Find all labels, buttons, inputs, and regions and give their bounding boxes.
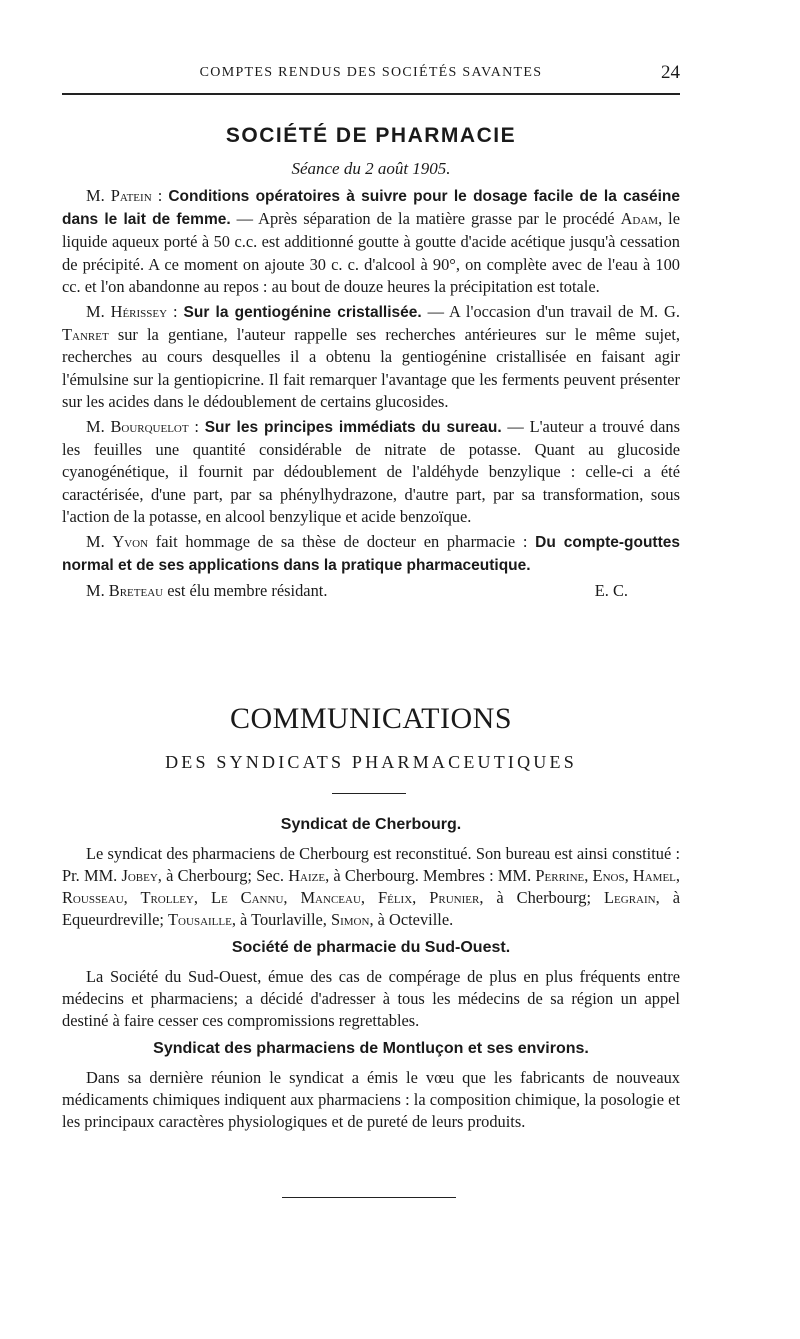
author-name: Patein [110, 186, 152, 205]
running-head-title: COMPTES RENDUS DES SOCIÉTÉS SAVANTES [199, 65, 543, 80]
section-rule [332, 793, 406, 794]
entry-separator: : [167, 302, 184, 322]
syndicate-paragraph [62, 1067, 680, 1133]
running-head [62, 62, 680, 86]
entry-yvon [62, 531, 680, 577]
entry-herissey [62, 301, 680, 413]
syndicate-paragraph [62, 966, 680, 1032]
communication-title: Sur les principes immédiats du sureau. [204, 419, 502, 437]
member-name: Legrain [604, 888, 656, 907]
society-title: SOCIÉTÉ DE PHARMACIE [225, 124, 517, 147]
entry-prefix: M. [86, 302, 111, 322]
paragraph-text: , à Cherbourg; Sec. [157, 866, 289, 885]
cited-name: Adam [620, 209, 659, 229]
syndicate-heading: Société de pharmacie du Sud-Ouest. [231, 939, 511, 956]
author-name: Hérissey [110, 302, 168, 322]
syndicate-paragraph [62, 843, 680, 931]
paragraph-text: La Société du Sud-Ouest, émue des cas de compérage de plus en plus fréquents entre médecins et pharmaciens; a décidé d'adresser à tous les médecins de sa région un appel destiné à faire cesser ces compromissions regrettables. [62, 967, 680, 1030]
entry-prefix: M. [86, 581, 109, 601]
entry-text: fait hommage de sa thèse de docteur en pharmacie : [148, 532, 536, 552]
entry-text: est élu membre résidant. [163, 581, 328, 601]
member-name: Tousaille [168, 910, 232, 929]
entry-text: — Après séparation de la matière grasse par le procédé [230, 209, 621, 229]
author-name: Bourquelot [110, 417, 189, 437]
paragraph-text: , à Tourlaville, [231, 910, 331, 929]
entry-separator: : [188, 417, 205, 437]
author-name: Breteau [108, 581, 164, 601]
cited-name: Tanret [62, 325, 109, 345]
entry-prefix: M. [86, 532, 113, 552]
header-rule [62, 93, 680, 95]
thesis-title: Du compte-gouttes normal et de ses applications dans la pratique pharmaceutique. [62, 534, 680, 575]
entry-breteau [62, 580, 680, 602]
page-number: 24 [661, 62, 680, 83]
communications-title: COMMUNICATIONS [229, 702, 513, 735]
entry-patein [62, 185, 680, 298]
syndicate-notices [62, 814, 680, 1139]
syndicate-heading: Syndicat de Cherbourg. [280, 816, 462, 833]
author-name: Yvon [112, 532, 149, 552]
paragraph-text: , à Cherbourg. Membres : MM. [325, 866, 536, 885]
session-date: Séance du 2 août 1905. [291, 159, 451, 178]
paragraph-text: , à Cherbourg; [479, 888, 605, 907]
paragraph-text: , à Octeville. [369, 910, 454, 929]
communication-title: Sur la gentiogénine cristallisée. [183, 304, 422, 322]
paragraph-text: , à Equeurdreville; [62, 888, 680, 929]
syndicate-heading: Syndicat des pharmaciens de Montluçon et ses environs. [153, 1040, 589, 1057]
paragraph-text: Dans sa dernière réunion le syndicat a émis le vœu que les fabricants de nouveaux médicaments chimiques indiquent aux pharmaciens : la composition chimique, la posologie et les principaux caractères physiologiques et de pureté de leurs produits. [62, 1068, 680, 1131]
signature: E. C. [594, 581, 628, 601]
entry-text: , le liquide aqueux porté à 50 c.c. est additionné goutte à goutte d'acide acétique jusqu'à cessation de précipité. A ce moment on ajoute 30 c. c. d'alcool à 90°, on complète avec de l'eau à 100 cc. et l'on abandonne au repos : au bout de douze heures la précipitation est totale. [62, 209, 680, 296]
communication-title: Conditions opératoires à suivre pour le dosage facile de la caséine dans le lait de femme. [62, 188, 680, 229]
member-name: Simon [331, 910, 370, 929]
entry-separator: : [151, 186, 169, 205]
end-rule [282, 1197, 456, 1198]
entry-prefix: M. [86, 417, 111, 437]
entry-prefix: M. [86, 186, 111, 205]
entry-text: — A l'occasion d'un travail de M. G. [421, 302, 680, 322]
member-name: Jobey [121, 866, 158, 885]
entry-text: sur la gentiane, l'auteur rappelle ses recherches antérieures sur le même sujet, recherches au cours desquelles il a obtenu la gentiogénine cristallisée en faisant agir l'émulsine sur la gentiopicrine. Il fait remarquer l'avantage que les ferments peuvent présenter sur les acides dans le dédoublement de certains glucosides. [62, 325, 680, 411]
paragraph-text: Le syndicat des pharmaciens de Cherbourg est reconstitué. Son bureau est ainsi constitué : Pr. MM. [62, 844, 680, 885]
entry-text: — L'auteur a trouvé dans les feuilles une quantité considérable de nitrate de potasse. Quant au glucoside cyanogénétique, il fournit par dédoublement de l'aldéhyde benzylique : celle-ci a été caractérisée, d'une part, par sa phénylhydrazone, d'autre part, par sa transformation, sous l'action de la potasse, en alcool benzylique et acide benzoïque. [62, 417, 680, 526]
member-name: Perrine, Enos, Hamel, Rousseau, Trolley, Le Cannu, Manceau, Félix, Prunier [62, 866, 680, 907]
society-minutes [62, 185, 680, 606]
entry-bourquelot [62, 416, 680, 528]
member-name: Haize [288, 866, 326, 885]
communications-subtitle: DES SYNDICATS PHARMACEUTIQUES [165, 752, 577, 772]
